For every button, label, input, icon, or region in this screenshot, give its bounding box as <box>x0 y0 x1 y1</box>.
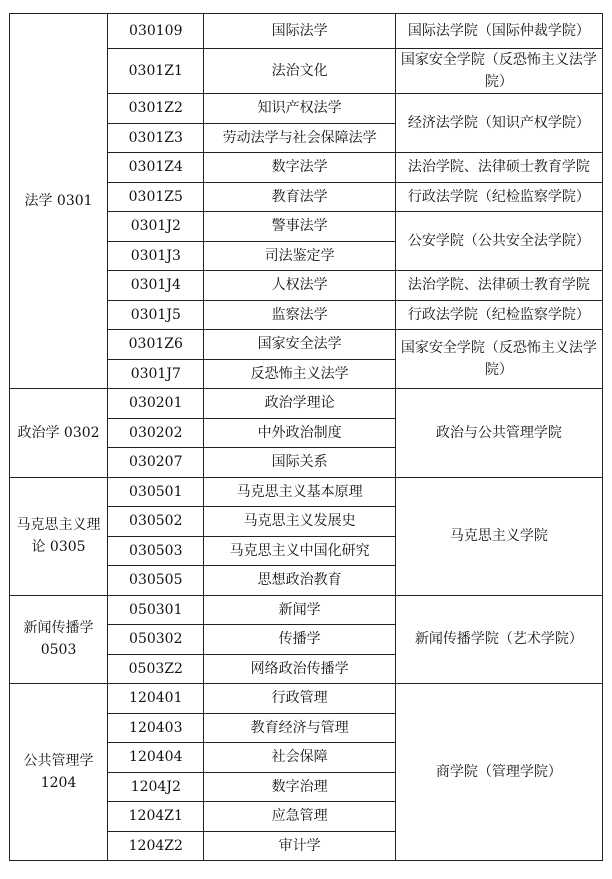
major-code-cell: 0301J3 <box>108 241 204 271</box>
major-code-cell: 0301Z3 <box>108 123 204 153</box>
major-code-cell: 0301Z6 <box>108 330 204 360</box>
major-name-cell: 行政管理 <box>204 684 395 714</box>
major-code-cell: 0301Z5 <box>108 182 204 212</box>
major-code-cell: 030501 <box>108 477 204 507</box>
major-name-cell: 社会保障 <box>204 743 395 773</box>
discipline-cell: 政治学 0302 <box>10 389 108 478</box>
major-code-cell: 050301 <box>108 595 204 625</box>
major-name-cell: 传播学 <box>204 625 395 655</box>
major-name-cell: 教育经济与管理 <box>204 713 395 743</box>
discipline-cell: 新闻传播学 0503 <box>10 595 108 684</box>
major-code-cell: 1204Z1 <box>108 802 204 832</box>
major-code-cell: 030201 <box>108 389 204 419</box>
major-name-cell: 教育法学 <box>204 182 395 212</box>
major-code-cell: 030505 <box>108 566 204 596</box>
major-name-cell: 法治文化 <box>204 49 395 94</box>
major-code-cell: 0301J5 <box>108 300 204 330</box>
major-name-cell: 政治学理论 <box>204 389 395 419</box>
major-code-cell: 1204Z2 <box>108 831 204 861</box>
major-code-cell: 120404 <box>108 743 204 773</box>
major-code-cell: 0301J2 <box>108 212 204 242</box>
major-name-cell: 新闻学 <box>204 595 395 625</box>
college-cell: 公安学院（公共安全法学院） <box>395 212 602 271</box>
college-cell: 国际法学院（国际仲裁学院） <box>395 14 602 49</box>
major-code-cell: 030109 <box>108 14 204 49</box>
major-name-cell: 网络政治传播学 <box>204 654 395 684</box>
college-cell: 国家安全学院（反恐怖主义法学院） <box>395 330 602 389</box>
college-cell: 国家安全学院（反恐怖主义法学院） <box>395 49 602 94</box>
major-code-cell: 0301Z2 <box>108 94 204 124</box>
major-name-cell: 司法鉴定学 <box>204 241 395 271</box>
table-row <box>10 684 603 714</box>
discipline-table <box>9 13 603 861</box>
major-code-cell: 120403 <box>108 713 204 743</box>
major-name-cell: 知识产权法学 <box>204 94 395 124</box>
college-cell: 商学院（管理学院） <box>395 684 602 861</box>
major-name-cell: 国家安全法学 <box>204 330 395 360</box>
major-name-cell: 国际关系 <box>204 448 395 478</box>
college-cell: 行政法学院（纪检监察学院） <box>395 182 602 212</box>
major-name-cell: 数字治理 <box>204 772 395 802</box>
major-name-cell: 监察法学 <box>204 300 395 330</box>
discipline-cell: 法学 0301 <box>10 14 108 389</box>
major-name-cell: 人权法学 <box>204 271 395 301</box>
major-name-cell: 马克思主义发展史 <box>204 507 395 537</box>
table-row <box>10 477 603 507</box>
major-code-cell: 1204J2 <box>108 772 204 802</box>
college-cell: 行政法学院（纪检监察学院） <box>395 300 602 330</box>
major-name-cell: 思想政治教育 <box>204 566 395 596</box>
major-code-cell: 0503Z2 <box>108 654 204 684</box>
table-row <box>10 595 603 625</box>
college-cell: 新闻传播学院（艺术学院） <box>395 595 602 684</box>
college-cell: 经济法学院（知识产权学院） <box>395 94 602 153</box>
major-code-cell: 030207 <box>108 448 204 478</box>
major-name-cell: 警事法学 <box>204 212 395 242</box>
discipline-cell: 马克思主义理论 0305 <box>10 477 108 595</box>
major-name-cell: 劳动法学与社会保障法学 <box>204 123 395 153</box>
major-code-cell: 0301Z1 <box>108 49 204 94</box>
college-cell: 政治与公共管理学院 <box>395 389 602 478</box>
college-cell: 法治学院、法律硕士教育学院 <box>395 271 602 301</box>
major-name-cell: 国际法学 <box>204 14 395 49</box>
major-code-cell: 0301Z4 <box>108 153 204 183</box>
major-name-cell: 数字法学 <box>204 153 395 183</box>
major-name-cell: 应急管理 <box>204 802 395 832</box>
major-name-cell: 审计学 <box>204 831 395 861</box>
major-code-cell: 050302 <box>108 625 204 655</box>
table-row <box>10 389 603 419</box>
major-code-cell: 030503 <box>108 536 204 566</box>
major-name-cell: 中外政治制度 <box>204 418 395 448</box>
table-row <box>10 14 603 49</box>
major-code-cell: 030502 <box>108 507 204 537</box>
major-name-cell: 马克思主义中国化研究 <box>204 536 395 566</box>
major-code-cell: 030202 <box>108 418 204 448</box>
college-cell: 马克思主义学院 <box>395 477 602 595</box>
college-cell: 法治学院、法律硕士教育学院 <box>395 153 602 183</box>
major-name-cell: 马克思主义基本原理 <box>204 477 395 507</box>
major-code-cell: 120401 <box>108 684 204 714</box>
discipline-cell: 公共管理学 1204 <box>10 684 108 861</box>
major-code-cell: 0301J7 <box>108 359 204 389</box>
major-code-cell: 0301J4 <box>108 271 204 301</box>
major-name-cell: 反恐怖主义法学 <box>204 359 395 389</box>
